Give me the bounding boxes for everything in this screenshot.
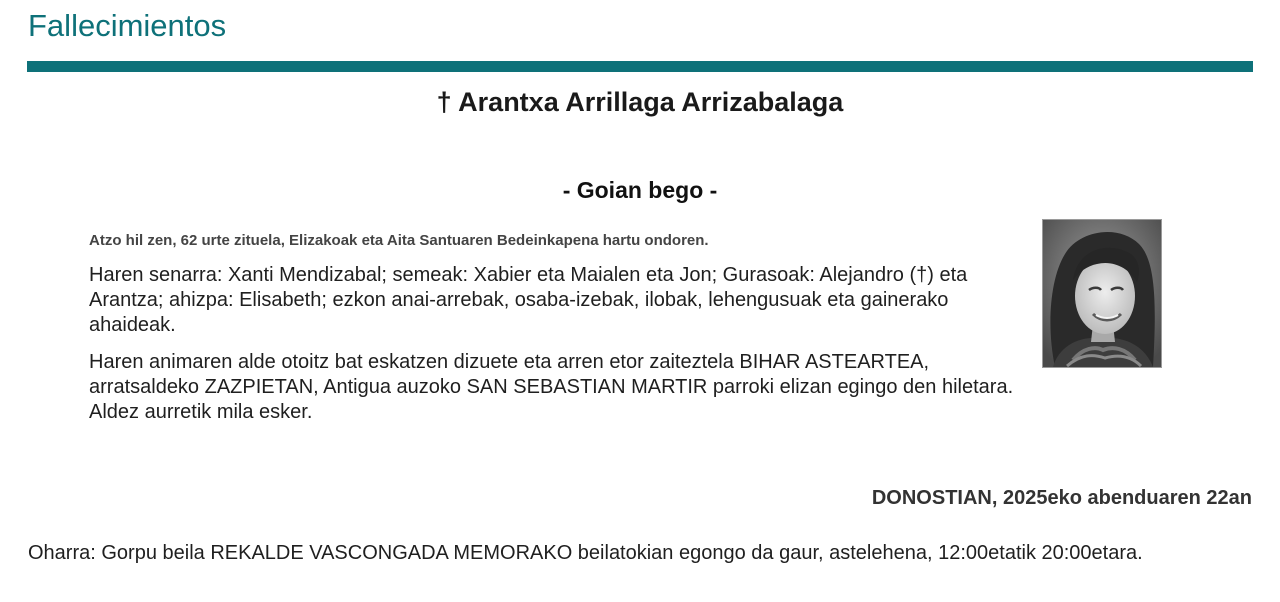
- title-divider: [27, 61, 1253, 72]
- place-and-date: DONOSTIAN, 2025eko abenduaren 22an: [871, 487, 1252, 509]
- funeral-paragraph: Haren animaren alde otoitz bat eskatzen dizuete eta arren etor zaiteztela BIHAR ASTEARTEA, arratsaldeko ZAZPIETAN, Antigua auzoko SAN SEBASTIAN MARTIR parroki elizan egingo den hiletara. Aldez aurretik mila esker.: [89, 351, 1014, 423]
- portrait-photo: [1042, 219, 1162, 368]
- family-paragraph: Haren senarra: Xanti Mendizabal; semeak: Xabier eta Maialen eta Jon; Gurasoak: Alejandro (†) eta Arantza; ahizpa: Elisabeth; ezkon anai-arrebak, osaba-izebak, ilobak, lehengusuak eta gainerako ahaideak.: [89, 264, 968, 336]
- page-title: Fallecimientos: [28, 8, 227, 43]
- obituary-subtitle: - Goian bego -: [562, 177, 718, 203]
- wake-note: Oharra: Gorpu beila REKALDE VASCONGADA MEMORAKO beilatokian egongo da gaur, astelehena, 12:00etatik 20:00etara.: [28, 542, 1143, 564]
- deceased-name: † Arantxa Arrillaga Arrizabalaga: [436, 87, 844, 117]
- death-notice-intro: Atzo hil zen, 62 urte zituela, Elizakoak eta Aita Santuaren Bedeinkapena hartu ondoren.: [89, 232, 709, 249]
